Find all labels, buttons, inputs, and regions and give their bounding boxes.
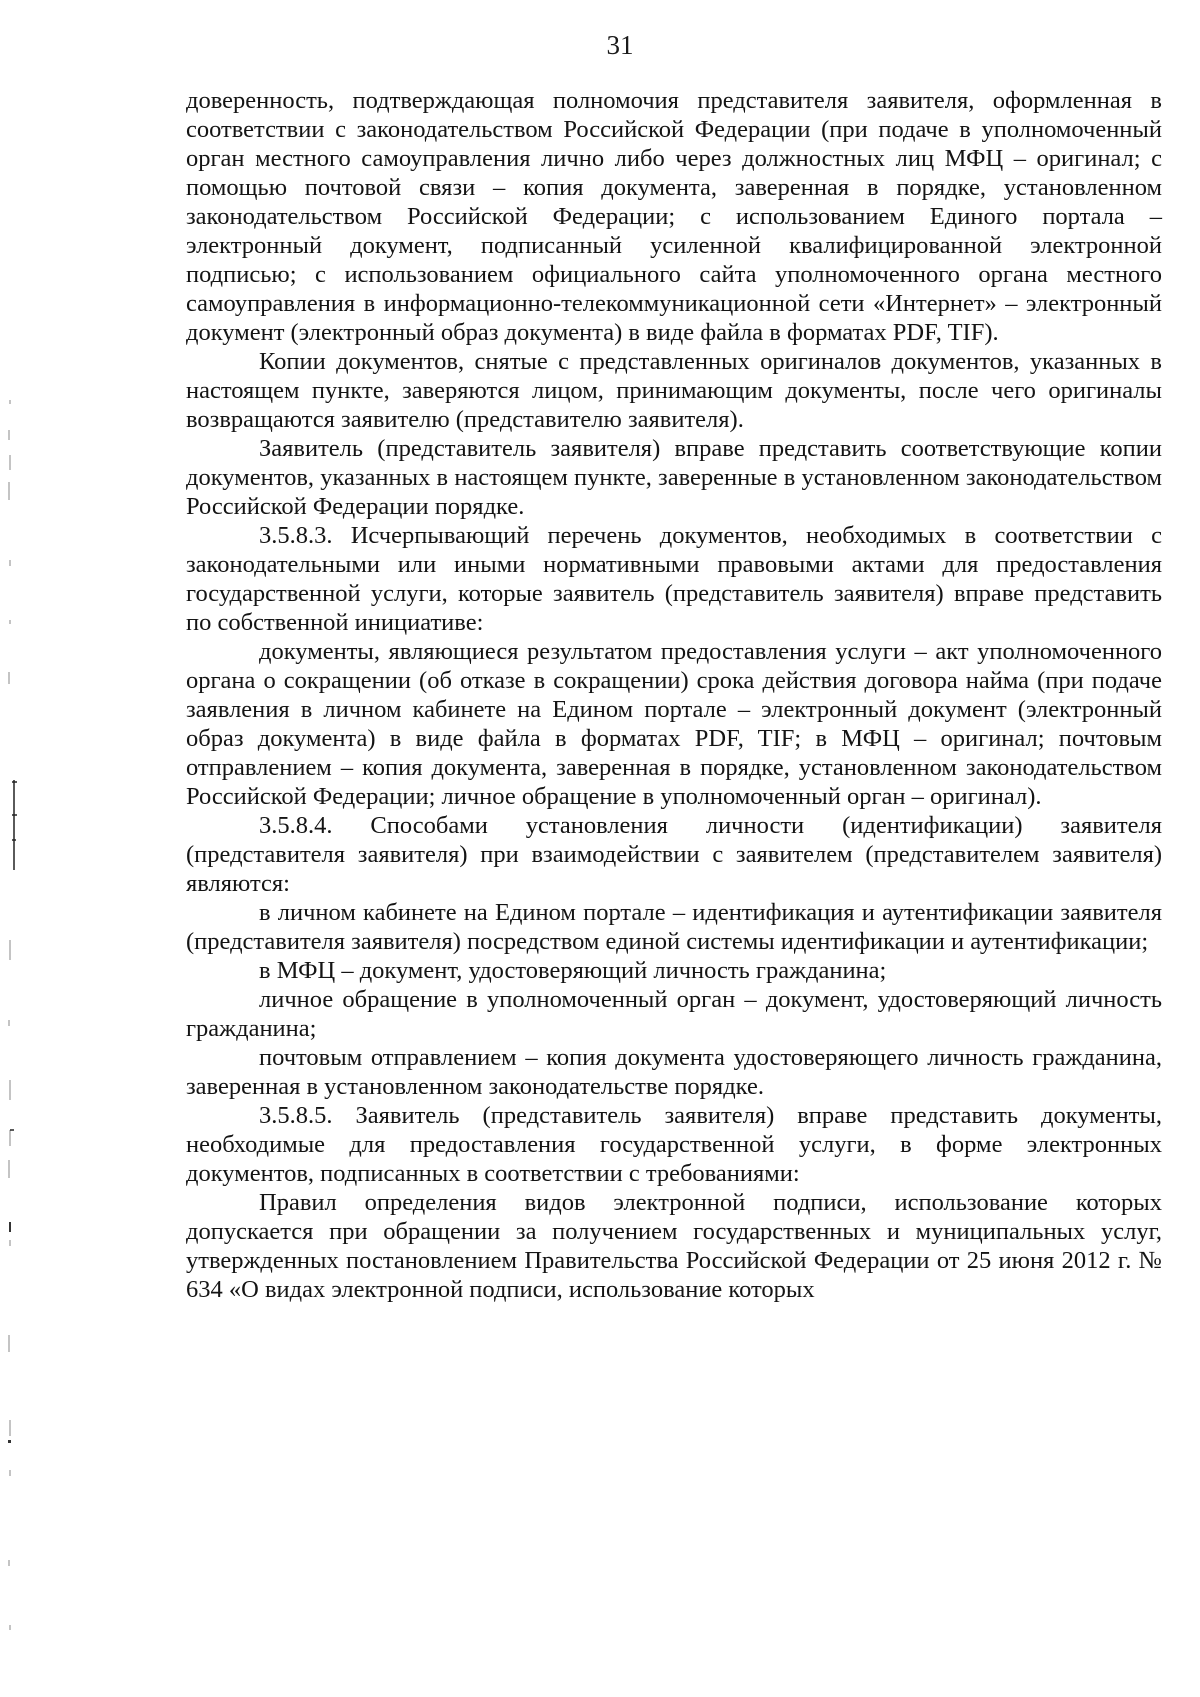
section-paragraph-3-5-8-4: 3.5.8.4. Способами установления личности (идентификации) заявителя (представителя заявителя) при взаимодействии с заявителем (представителем заявителя) являются:: [186, 812, 1162, 897]
paragraph: Копии документов, снятые с представленных оригиналов документов, указанных в настоящем пункте, заверяются лицом, принимающим документы, после чего оригиналы возвращаются заявителю (представителю заявителя).: [186, 348, 1162, 433]
list-item: в МФЦ – документ, удостоверяющий личность гражданина;: [259, 957, 887, 984]
list-item: личное обращение в уполномоченный орган – документ, удостоверяющий личность гражданина;: [186, 986, 1162, 1042]
section-paragraph-3-5-8-5: 3.5.8.5. Заявитель (представитель заявителя) вправе представить документы, необходимые для предоставления государственной услуги, в форме электронных документов, подписанных в соответствии с требованиями:: [186, 1102, 1162, 1187]
page-number: 31: [606, 30, 634, 60]
document-body: [186, 86, 1162, 1304]
list-item: почтовым отправлением – копия документа удостоверяющего личность гражданина, заверенная в установленном законодательстве порядке.: [186, 1044, 1162, 1100]
paragraph: доверенность, подтверждающая полномочия представителя заявителя, оформленная в соответствии с законодательством Российской Федерации (при подаче в уполномоченный орган местного самоуправления лично либо через должностных лиц МФЦ – оригинал; с помощью почтовой связи – копия документа, заверенная в порядке, установленном законодательством Российской Федерации; с использованием Единого портала – электронный документ, подписанный усиленной квалифицированной электронной подписью; с использованием официального сайта уполномоченного органа местного самоуправления в информационно-телекоммуникационной сети «Интернет» – электронный документ (электронный образ документа) в виде файла в форматах PDF, TIF).: [186, 87, 1162, 346]
paragraph: Заявитель (представитель заявителя) вправе представить соответствующие копии документов, указанных в настоящем пункте, заверенные в установленном законодательством Российской Федерации порядке.: [186, 435, 1162, 520]
paragraph: Правил определения видов электронной подписи, использование которых допускается при обращении за получением государственных и муниципальных услуг, утвержденных постановлением Правительства Российской Федерации от 25 июня 2012 г. № 634 «О видах электронной подписи, использование которых: [186, 1189, 1162, 1303]
scan-edge-marks: [0, 0, 30, 1697]
paragraph: документы, являющиеся результатом предоставления услуги – акт уполномоченного органа о сокращении (об отказе в сокращении) срока действия договора найма (при подаче заявления в личном кабинете на Едином портале – электронный документ (электронный образ документа) в виде файла в форматах PDF, TIF; в МФЦ – оригинал; почтовым отправлением – копия документа, заверенная в порядке, установленном законодательством Российской Федерации; личное обращение в уполномоченный орган – оригинал).: [186, 638, 1162, 810]
list-item: в личном кабинете на Едином портале – идентификация и аутентификации заявителя (представителя заявителя) посредством единой системы идентификации и аутентификации;: [186, 899, 1162, 955]
section-paragraph-3-5-8-3: 3.5.8.3. Исчерпывающий перечень документов, необходимых в соответствии с законодательными или иными нормативными правовыми актами для предоставления государственной услуги, которые заявитель (представитель заявителя) вправе представить по собственной инициативе:: [186, 522, 1162, 636]
